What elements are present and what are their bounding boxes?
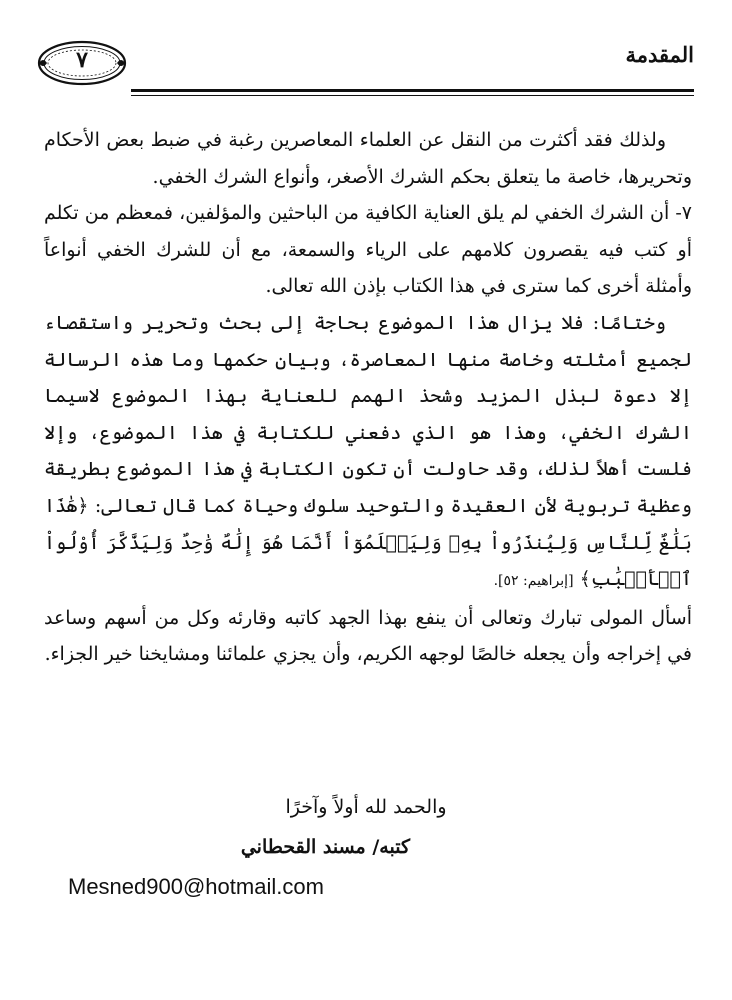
author-signature: كتبه/ مسند القحطاني: [240, 836, 410, 858]
closing-praise: والحمد لله أولاً وآخرًا: [285, 796, 447, 818]
chapter-title: المقدمة: [625, 42, 694, 67]
paragraph-1: ولذلك فقد أكثرت من النقل عن العلماء المعاصرين رغبة في ضبط بعض الأحكام وتحريرها، خاصة ما يتعلق بحكم الشرك الأصغر، وأنواع الشرك الخفي.: [44, 129, 692, 188]
header-rule-thin: [131, 95, 694, 96]
quran-verse: ﴿هَٰذَا بَلَٰغٌ لِّلنَّاسِ وَلِيُنذَرُواْ بِهِۦ وَلِيَعۡلَمُوٓاْ أَنَّمَا هُوَ إِلَٰهٌ وَٰحِدٌ وَلِيَذَّكَّرَ أُوْلُواْ ٱلۡأَلۡبَٰبِ﴾: [44, 494, 692, 591]
header-rule-thick: [131, 89, 694, 92]
page-number: ٧: [76, 47, 88, 73]
paragraph-3: [44, 305, 692, 600]
page-number-ornament: [36, 38, 128, 88]
paragraph-4: أسأل المولى تبارك وتعالى أن ينفع بهذا الجهد كاتبه وقارئه وكل من أسهم وساعد في إخراجه وأن يجعله خالصًا لوجهه الكريم، وأن يجزي علمائنا ومشايخنا خير الجزاء.: [44, 606, 692, 666]
body-text: [44, 122, 692, 673]
verse-citation: [إبراهيم: ٥٢].: [493, 573, 574, 590]
author-email: Mesned900@hotmail.com: [68, 874, 324, 899]
page-header: [36, 38, 694, 98]
paragraph-3-text: وختامًا: فلا يزال هذا الموضوع بحاجة إلى بحث وتحرير واستقصاء لجميع أمثلته وخاصة منها المعاصرة، وبيان حكمها وما هذه الرسالة إلا دعوة لبذل المزيد وشحذ الهمم للعناية بهذا الموضوع لاسيما الشرك الخفي، وهذا هو الذي دفعني للكتابة في هذا الموضوع، وإلا فلست أهلاً لذلك، وقد حاولت أن تكون الكتابة في هذا الموضوع بطريقة وعظية تربوية لأن العقيدة والتوحيد سلوك وحياة كما قال تعالى:: [44, 311, 692, 517]
paragraph-2: ٧- أن الشرك الخفي لم يلق العناية الكافية من الباحثين والمؤلفين، فمعظم من تكلم أو كتب فيه يقصرون كلامهم على الرياء والسمعة، مع أن للشرك الخفي أنواعاً وأمثلة أخرى كما سترى في هذا الكتاب بإذن الله تعالى.: [44, 202, 692, 298]
